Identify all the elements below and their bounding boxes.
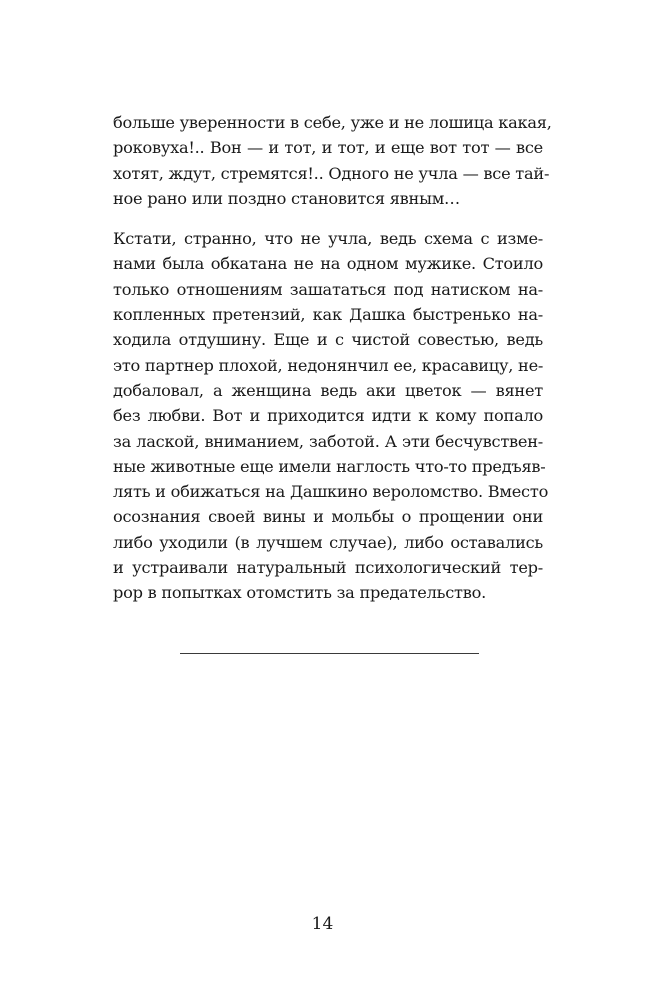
text-line: добаловал, а женщина ведь аки цветок — вянет (113, 380, 543, 400)
text-line: хотят, ждут, стремятся!.. Одного не учла — все тай- (113, 163, 550, 183)
text-line: нами была обкатана не на одном мужике. Стоило (113, 254, 543, 274)
text-line: за лаской, вниманием, заботой. А эти бесчувствен- (113, 431, 543, 451)
text-line: Кстати, странно, что не учла, ведь схема с изме- (113, 229, 543, 249)
paragraph-2 (113, 226, 549, 605)
text-line: копленных претензий, как Дашка быстренько на- (113, 305, 543, 325)
text-line: лять и обижаться на Дашкино вероломство. Вместо (113, 482, 549, 502)
page-number: 14 (311, 914, 334, 934)
text-line: это партнер плохой, недонянчил ее, красавицу, не- (113, 355, 544, 375)
text-line: только отношениям зашататься под натиском на- (113, 279, 543, 299)
text-line: ходила отдушину. Еще и с чистой совестью, ведь (113, 330, 543, 350)
text-line: либо уходили (в лучшем случае), либо оставались (113, 532, 543, 552)
paragraph-1 (113, 110, 552, 211)
text-line: ные животные еще имели наглость что-то предъяв- (113, 456, 546, 476)
text-line: и устраивали натуральный психологический тер- (113, 558, 543, 578)
section-divider (180, 653, 479, 654)
body-text (113, 110, 552, 621)
text-line: роковуха!.. Вон — и тот, и тот, и еще вот тот — все (113, 138, 543, 158)
text-line: рор в попытках отомстить за предательство. (113, 583, 486, 603)
text-line: осознания своей вины и мольбы о прощении они (113, 507, 543, 527)
text-line: больше уверенности в себе, уже и не лошица какая, (113, 113, 552, 132)
text-line: без любви. Вот и приходится идти к кому попало (113, 406, 543, 426)
text-line: ное рано или поздно становится явным… (113, 188, 460, 208)
